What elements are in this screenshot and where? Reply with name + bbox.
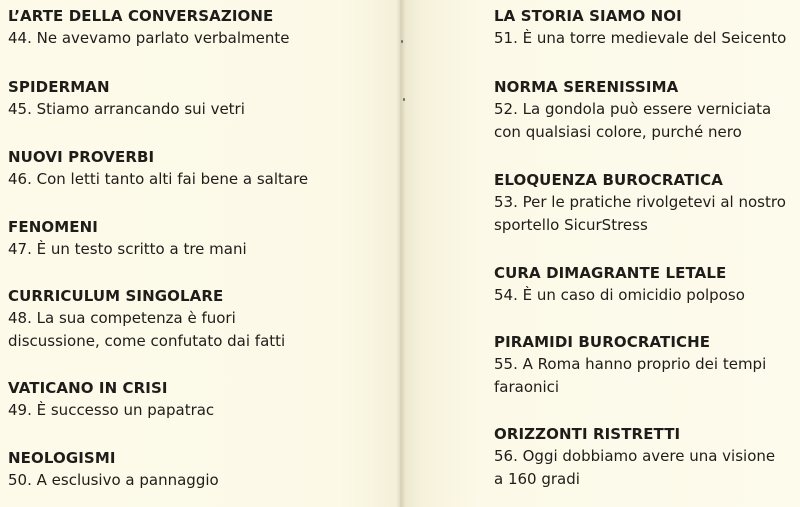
entry-48: [8, 286, 328, 353]
right-page: [400, 0, 800, 507]
entry-45: [8, 77, 393, 121]
entry-title: SPIDERMAN: [8, 78, 110, 96]
entry-text: 49. È successo un papatrac: [8, 401, 215, 419]
entry-text: 53. Per le pratiche rivolgetevi al nostro sportello SicurStress: [494, 193, 786, 234]
entry-46: [8, 147, 393, 191]
entry-56: [494, 424, 784, 491]
entry-text: 54. È un caso di omicidio polposo: [494, 286, 745, 304]
entry-49: [8, 378, 393, 422]
entry-title: FENOMENI: [8, 218, 98, 236]
entry-55: [494, 332, 784, 399]
entry-title: NUOVI PROVERBI: [8, 148, 155, 166]
entry-44: [8, 6, 393, 50]
entry-text: 52. La gondola può essere verniciata con qualsiasi colore, purché nero: [494, 100, 772, 141]
entry-title: ORIZZONTI RISTRETTI: [494, 425, 681, 443]
entry-text: 46. Con letti tanto alti fai bene a saltare: [8, 170, 309, 188]
entry-text: 48. La sua competenza è fuori discussione, come confutato dai fatti: [8, 309, 286, 350]
paper-speck: [401, 40, 403, 43]
entry-text: 55. A Roma hanno proprio dei tempi faraonici: [494, 355, 767, 396]
entry-text: 47. È un testo scritto a tre mani: [8, 240, 247, 258]
paper-speck: [403, 98, 405, 101]
entry-51: [494, 6, 794, 50]
entry-title: LA STORIA SIAMO NOI: [494, 7, 682, 25]
entry-54: [494, 263, 794, 307]
entry-52: [494, 77, 794, 144]
entry-50: [8, 448, 393, 492]
entry-text: 56. Oggi dobbiamo avere una visione a 160 gradi: [494, 447, 776, 488]
entry-53: [494, 170, 794, 237]
entry-title: NORMA SERENISSIMA: [494, 78, 679, 96]
entry-title: VATICANO IN CRISI: [8, 379, 168, 397]
entry-text: 44. Ne avevamo parlato verbalmente: [8, 29, 290, 47]
entry-text: 50. A esclusivo a pannaggio: [8, 471, 219, 489]
entry-47: [8, 217, 393, 261]
entry-text: 45. Stiamo arrancando sui vetri: [8, 100, 245, 118]
entry-title: PIRAMIDI BUROCRATICHE: [494, 333, 711, 351]
entry-title: ELOQUENZA BUROCRATICA: [494, 171, 723, 189]
entry-title: CURRICULUM SINGOLARE: [8, 287, 224, 305]
entry-title: NEOLOGISMI: [8, 449, 116, 467]
entry-title: CURA DIMAGRANTE LETALE: [494, 264, 727, 282]
entry-title: L’ARTE DELLA CONVERSAZIONE: [8, 7, 274, 25]
entry-text: 51. È una torre medievale del Seicento: [494, 29, 787, 47]
